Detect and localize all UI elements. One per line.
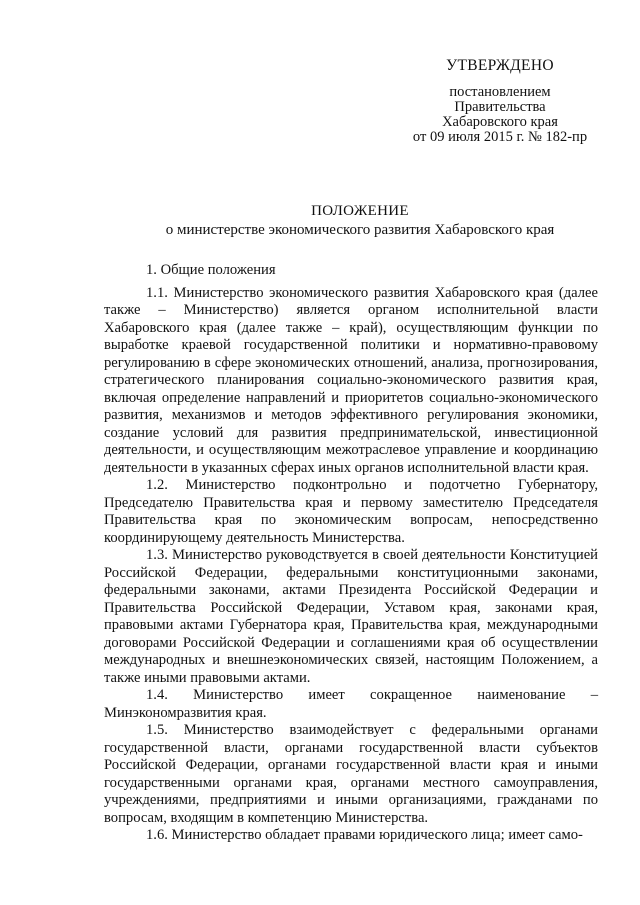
- approval-title: УТВЕРЖДЕНО: [446, 57, 554, 74]
- document-title: ПОЛОЖЕНИЕ: [311, 203, 409, 219]
- approval-stamp: [400, 58, 600, 145]
- approval-line: Правительства: [454, 99, 546, 115]
- paragraph-1-3: 1.3. Министерство руководствуется в своей деятельности Конституцией Российской Федерации, федеральными конституционными законами, федеральными законами, актами Президента Российской Федерации и Правительства Российской Федерации, Уставом края, законами края, правовыми актами Губернатора края, Правительства края, международными договорами Российской Федерации и соглашениями края об осуществлении международных и внешнеэкономических связей, настоящим Положением, а также иными правовыми актами.: [104, 547, 598, 686]
- paragraph-1-5: 1.5. Министерство взаимодействует с федеральными органами государственной власти, органами государственной власти субъектов Российской Федерации, органами государственной власти края и иными государственными органами края, органами местного самоуправления, учреждениями, предприятиями и иными организациями, гражданами по вопросам, входящим в компетенцию Министерства.: [104, 722, 598, 826]
- approval-date-line: от 09 июля 2015 г. № 182-пр: [412, 129, 588, 145]
- section-heading: 1. Общие положения: [146, 262, 276, 278]
- document-body: [104, 262, 598, 845]
- document-subtitle: о министерстве экономического развития Хабаровского края: [165, 222, 555, 238]
- paragraph-1-1: 1.1. Министерство экономического развития Хабаровского края (далее также – Министерство) является органом исполнительной власти Хабаровского края (далее также – край), осуществляющим функции по выработке краевой государственной политики и нормативно-правовому регулированию в сфере экономических отношений, анализа, прогнозирования, стратегического планирования социально-экономического развития края, включая определение направлений и приоритетов социально-экономического развития, механизмов и методов эффективного регулирования экономики, создание условий для развития предпринимательской, инвестиционной деятельности, и осуществляющим межотраслевое управление и координацию деятельности в указанных сферах иных органов исполнительной власти края.: [104, 284, 598, 476]
- paragraph-1-6: 1.6. Министерство обладает правами юридического лица; имеет само-: [146, 827, 583, 843]
- approval-line: Хабаровского края: [442, 114, 558, 130]
- approval-line: постановлением: [449, 84, 551, 100]
- paragraph-1-4: 1.4. Министерство имеет сокращенное наименование – Минэкономразвития края.: [104, 687, 598, 721]
- paragraph-1-2: 1.2. Министерство подконтрольно и подотчетно Губернатору, Председателю Правительства края и первому заместителю Председателя Правительства края по экономическим вопросам, непосредственно координирующему деятельность Министерства.: [104, 477, 598, 546]
